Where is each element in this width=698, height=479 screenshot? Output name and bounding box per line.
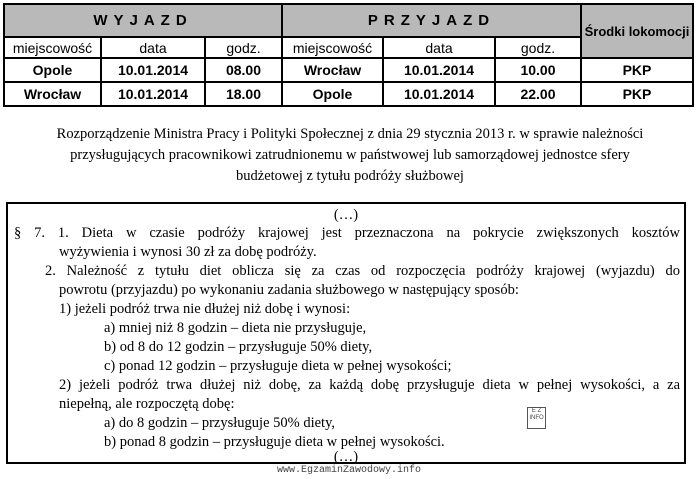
- omission-mark-bottom: (…): [333, 449, 359, 465]
- means-of-transport: PKP: [581, 58, 693, 82]
- arrival-place-column: miejscowość: [282, 37, 383, 58]
- departure-time-column: godz.: [205, 37, 282, 58]
- case-2b: b) ponad 8 godzin – przysługuje dieta w pełnej wysokości.: [104, 434, 445, 450]
- means-of-transport-header: Środki lokomocji: [581, 4, 693, 58]
- section-7-point-1: § 7. 1. Dieta w czasie podróży krajowej jest przeznaczona na pokrycie zwiększonych kosztów: [14, 225, 680, 241]
- case-1: 1) jeżeli podróż trwa nie dłużej niż dobę i wynosi:: [59, 301, 351, 317]
- regulation-title-line: Rozporządzenie Ministra Pracy i Polityki Społecznej z dnia 29 stycznia 2013 r. w sprawie należności: [56, 126, 644, 142]
- arrival-header: PRZYJAZD: [282, 4, 581, 37]
- case-1a: a) mniej niż 8 godzin – dieta nie przysługuje,: [104, 320, 367, 336]
- departure-place: Wrocław: [4, 82, 101, 106]
- section-7-point-2: 2. Należność z tytułu diet oblicza się za czas od rozpoczęcia podróży krajowej (wyjazdu) do: [45, 263, 680, 279]
- arrival-place: Wrocław: [282, 58, 383, 82]
- departure-time: 18.00: [205, 82, 282, 106]
- ez-info-stamp-icon: E Z INFO: [527, 407, 546, 429]
- case-1c: c) ponad 12 godzin – przysługuje dieta w pełnej wysokości;: [104, 358, 452, 374]
- arrival-time: 22.00: [495, 82, 581, 106]
- departure-date: 10.01.2014: [101, 58, 205, 82]
- case-2: 2) jeżeli podróż trwa dłużej niż dobę, za każdą dobę przysługuje dieta w pełnej wysokości, a za: [59, 377, 680, 393]
- travel-table: [3, 3, 694, 107]
- regulation-title: [10, 124, 690, 187]
- case-1b: b) od 8 do 12 godzin – przysługuje 50% diety,: [104, 339, 373, 355]
- regulation-title-line: przysługujących pracownikowi zatrudnionemu w państwowej lub samorządowej jednostce sfery: [70, 147, 630, 163]
- arrival-place: Opole: [282, 82, 383, 106]
- site-watermark: www.EgzaminZawodowy.info: [276, 465, 422, 476]
- arrival-time-column: godz.: [495, 37, 581, 58]
- departure-header: WYJAZD: [4, 4, 282, 37]
- departure-place-column: miejscowość: [4, 37, 101, 58]
- arrival-date-column: data: [383, 37, 495, 58]
- regulation-excerpt: [6, 202, 686, 464]
- section-7-point-2-continued: powrotu (przyjazdu) po wykonaniu zadania służbowego w następujący sposób:: [59, 282, 519, 298]
- table-row: [4, 82, 693, 106]
- means-of-transport: PKP: [581, 82, 693, 106]
- regulation-title-line: budżetowej z tytułu podróży służbowej: [236, 168, 464, 184]
- arrival-date: 10.01.2014: [383, 58, 495, 82]
- departure-date-column: data: [101, 37, 205, 58]
- departure-time: 08.00: [205, 58, 282, 82]
- table-row: [4, 58, 693, 82]
- case-2a: a) do 8 godzin – przysługuje 50% diety,: [104, 415, 336, 431]
- omission-mark-top: (…): [333, 207, 359, 223]
- arrival-date: 10.01.2014: [383, 82, 495, 106]
- departure-date: 10.01.2014: [101, 82, 205, 106]
- section-7-point-1-continued: wyżywienia i wynosi 30 zł za dobę podróży.: [59, 244, 317, 260]
- case-2-continued: niepełną, ale rozpoczętą dobę:: [59, 396, 235, 412]
- departure-place: Opole: [4, 58, 101, 82]
- arrival-time: 10.00: [495, 58, 581, 82]
